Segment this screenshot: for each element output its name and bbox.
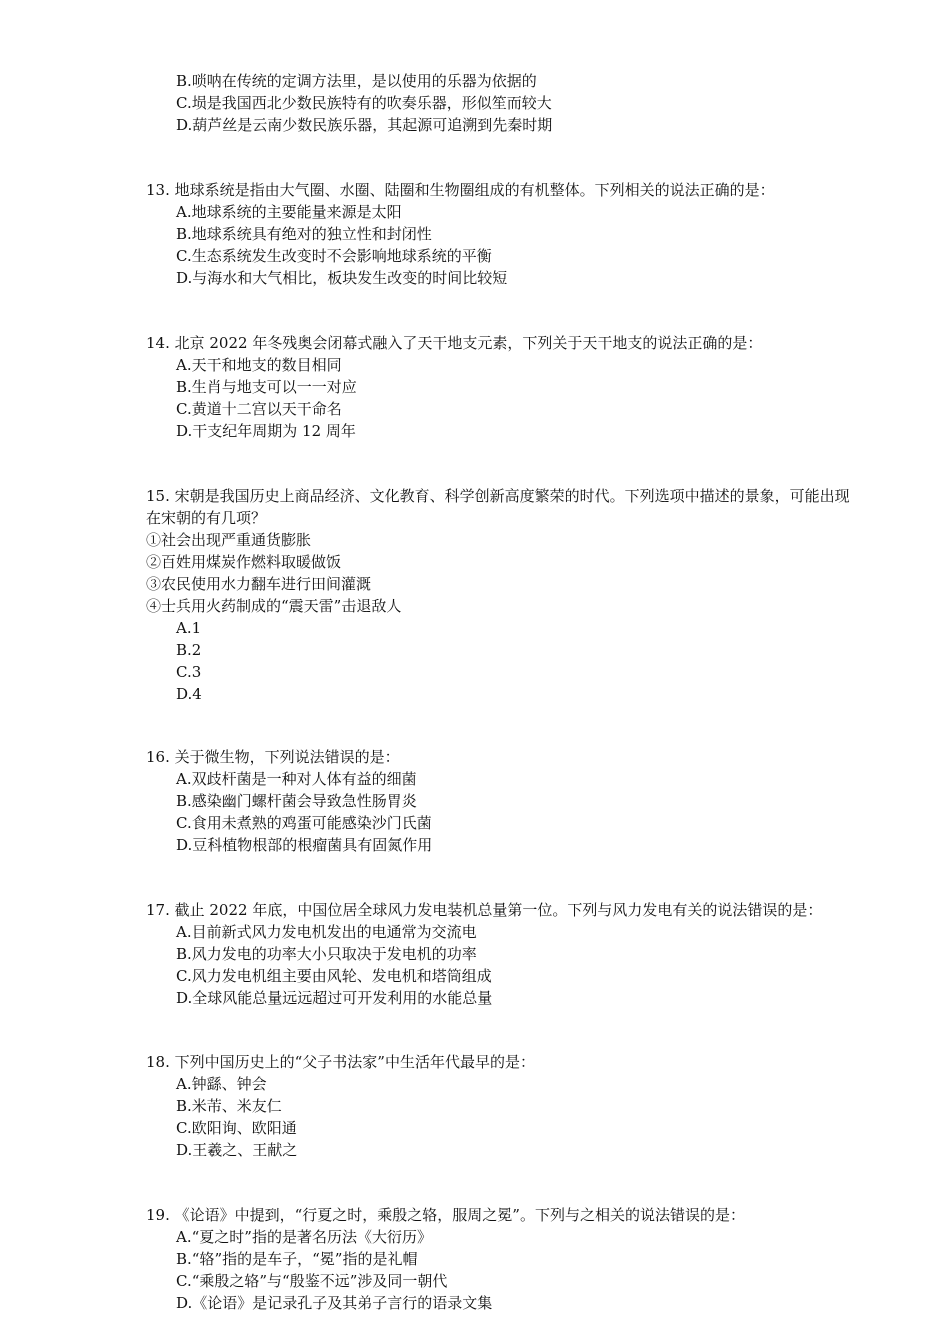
q12-option-d: D.葫芦丝是云南少数民族乐器，其起源可追溯到先秦时期 xyxy=(176,116,553,134)
q16-stem: 16. 关于微生物，下列说法错误的是： xyxy=(146,748,400,766)
q15-item-1: ①社会出现严重通货膨胀 xyxy=(146,531,312,549)
q15-option-a: A.1 xyxy=(176,619,202,637)
q18-option-c: C.欧阳询、欧阳通 xyxy=(176,1119,297,1137)
q16-option-a: A.双歧杆菌是一种对人体有益的细菌 xyxy=(176,770,417,788)
q18-option-a: A.钟繇、钟会 xyxy=(176,1075,267,1093)
q14-option-c: C.黄道十二宫以天干命名 xyxy=(176,400,342,418)
q14-stem: 14. 北京 2022 年冬残奥会闭幕式融入了天干地支元素，下列关于天干地支的说法正确的是： xyxy=(146,334,763,352)
q15-option-c: C.3 xyxy=(176,663,202,681)
q14-option-a: A.天干和地支的数目相同 xyxy=(176,356,342,374)
q13-option-a: A.地球系统的主要能量来源是太阳 xyxy=(176,203,402,221)
q18-stem: 18. 下列中国历史上的“父子书法家”中生活年代最早的是： xyxy=(146,1053,535,1071)
q15-stem-line1: 15. 宋朝是我国历史上商品经济、文化教育、科学创新高度繁荣的时代。下列选项中描述的景象，可能出现 xyxy=(146,487,850,505)
q13-option-b: B.地球系统具有绝对的独立性和封闭性 xyxy=(176,225,432,243)
q17-option-a: A.目前新式风力发电机发出的电通常为交流电 xyxy=(176,923,477,941)
q13-option-d: D.与海水和大气相比，板块发生改变的时间比较短 xyxy=(176,269,508,287)
q16-option-b: B.感染幽门螺杆菌会导致急性肠胃炎 xyxy=(176,792,417,810)
q18-option-b: B.米芾、米友仁 xyxy=(176,1097,282,1115)
q19-option-c: C.“乘殷之辂”与“殷鉴不远”涉及同一朝代 xyxy=(176,1272,448,1290)
q12-option-b: B.唢呐在传统的定调方法里，是以使用的乐器为依据的 xyxy=(176,72,537,90)
q19-option-a: A.“夏之时”指的是著名历法《大衍历》 xyxy=(176,1228,432,1246)
q17-option-c: C.风力发电机组主要由风轮、发电机和塔筒组成 xyxy=(176,967,492,985)
q15-item-4: ④士兵用火药制成的“震天雷”击退敌人 xyxy=(146,597,402,615)
q12-option-c: C.埙是我国西北少数民族特有的吹奏乐器，形似笙而较大 xyxy=(176,94,552,112)
q19-option-d: D.《论语》是记录孔子及其弟子言行的语录文集 xyxy=(176,1294,493,1312)
q15-item-3: ③农民使用水力翻车进行田间灌溉 xyxy=(146,575,372,593)
q15-item-2: ②百姓用煤炭作燃料取暖做饭 xyxy=(146,553,342,571)
q16-option-c: C.食用未煮熟的鸡蛋可能感染沙门氏菌 xyxy=(176,814,432,832)
q16-option-d: D.豆科植物根部的根瘤菌具有固氮作用 xyxy=(176,836,433,854)
q15-stem-line2: 在宋朝的有几项？ xyxy=(146,509,267,527)
q15-option-b: B.2 xyxy=(176,641,202,659)
q17-option-b: B.风力发电的功率大小只取决于发电机的功率 xyxy=(176,945,477,963)
q14-option-b: B.生肖与地支可以一一对应 xyxy=(176,378,357,396)
q15-option-d: D.4 xyxy=(176,685,202,703)
q13-option-c: C.生态系统发生改变时不会影响地球系统的平衡 xyxy=(176,247,492,265)
q17-stem: 17. 截止 2022 年底，中国位居全球风力发电装机总量第一位。下列与风力发电有关的说法错误的是： xyxy=(146,901,823,919)
q19-stem: 19. 《论语》中提到，“行夏之时，乘殷之辂，服周之冕”。下列与之相关的说法错误的是： xyxy=(146,1206,745,1224)
q17-option-d: D.全球风能总量远远超过可开发利用的水能总量 xyxy=(176,989,493,1007)
q18-option-d: D.王羲之、王献之 xyxy=(176,1141,298,1159)
q19-option-b: B.“辂”指的是车子，“冕”指的是礼帽 xyxy=(176,1250,418,1268)
q14-option-d: D.干支纪年周期为 12 周年 xyxy=(176,422,356,440)
q13-stem: 13. 地球系统是指由大气圈、水圈、陆圈和生物圈组成的有机整体。下列相关的说法正确的是： xyxy=(146,181,775,199)
